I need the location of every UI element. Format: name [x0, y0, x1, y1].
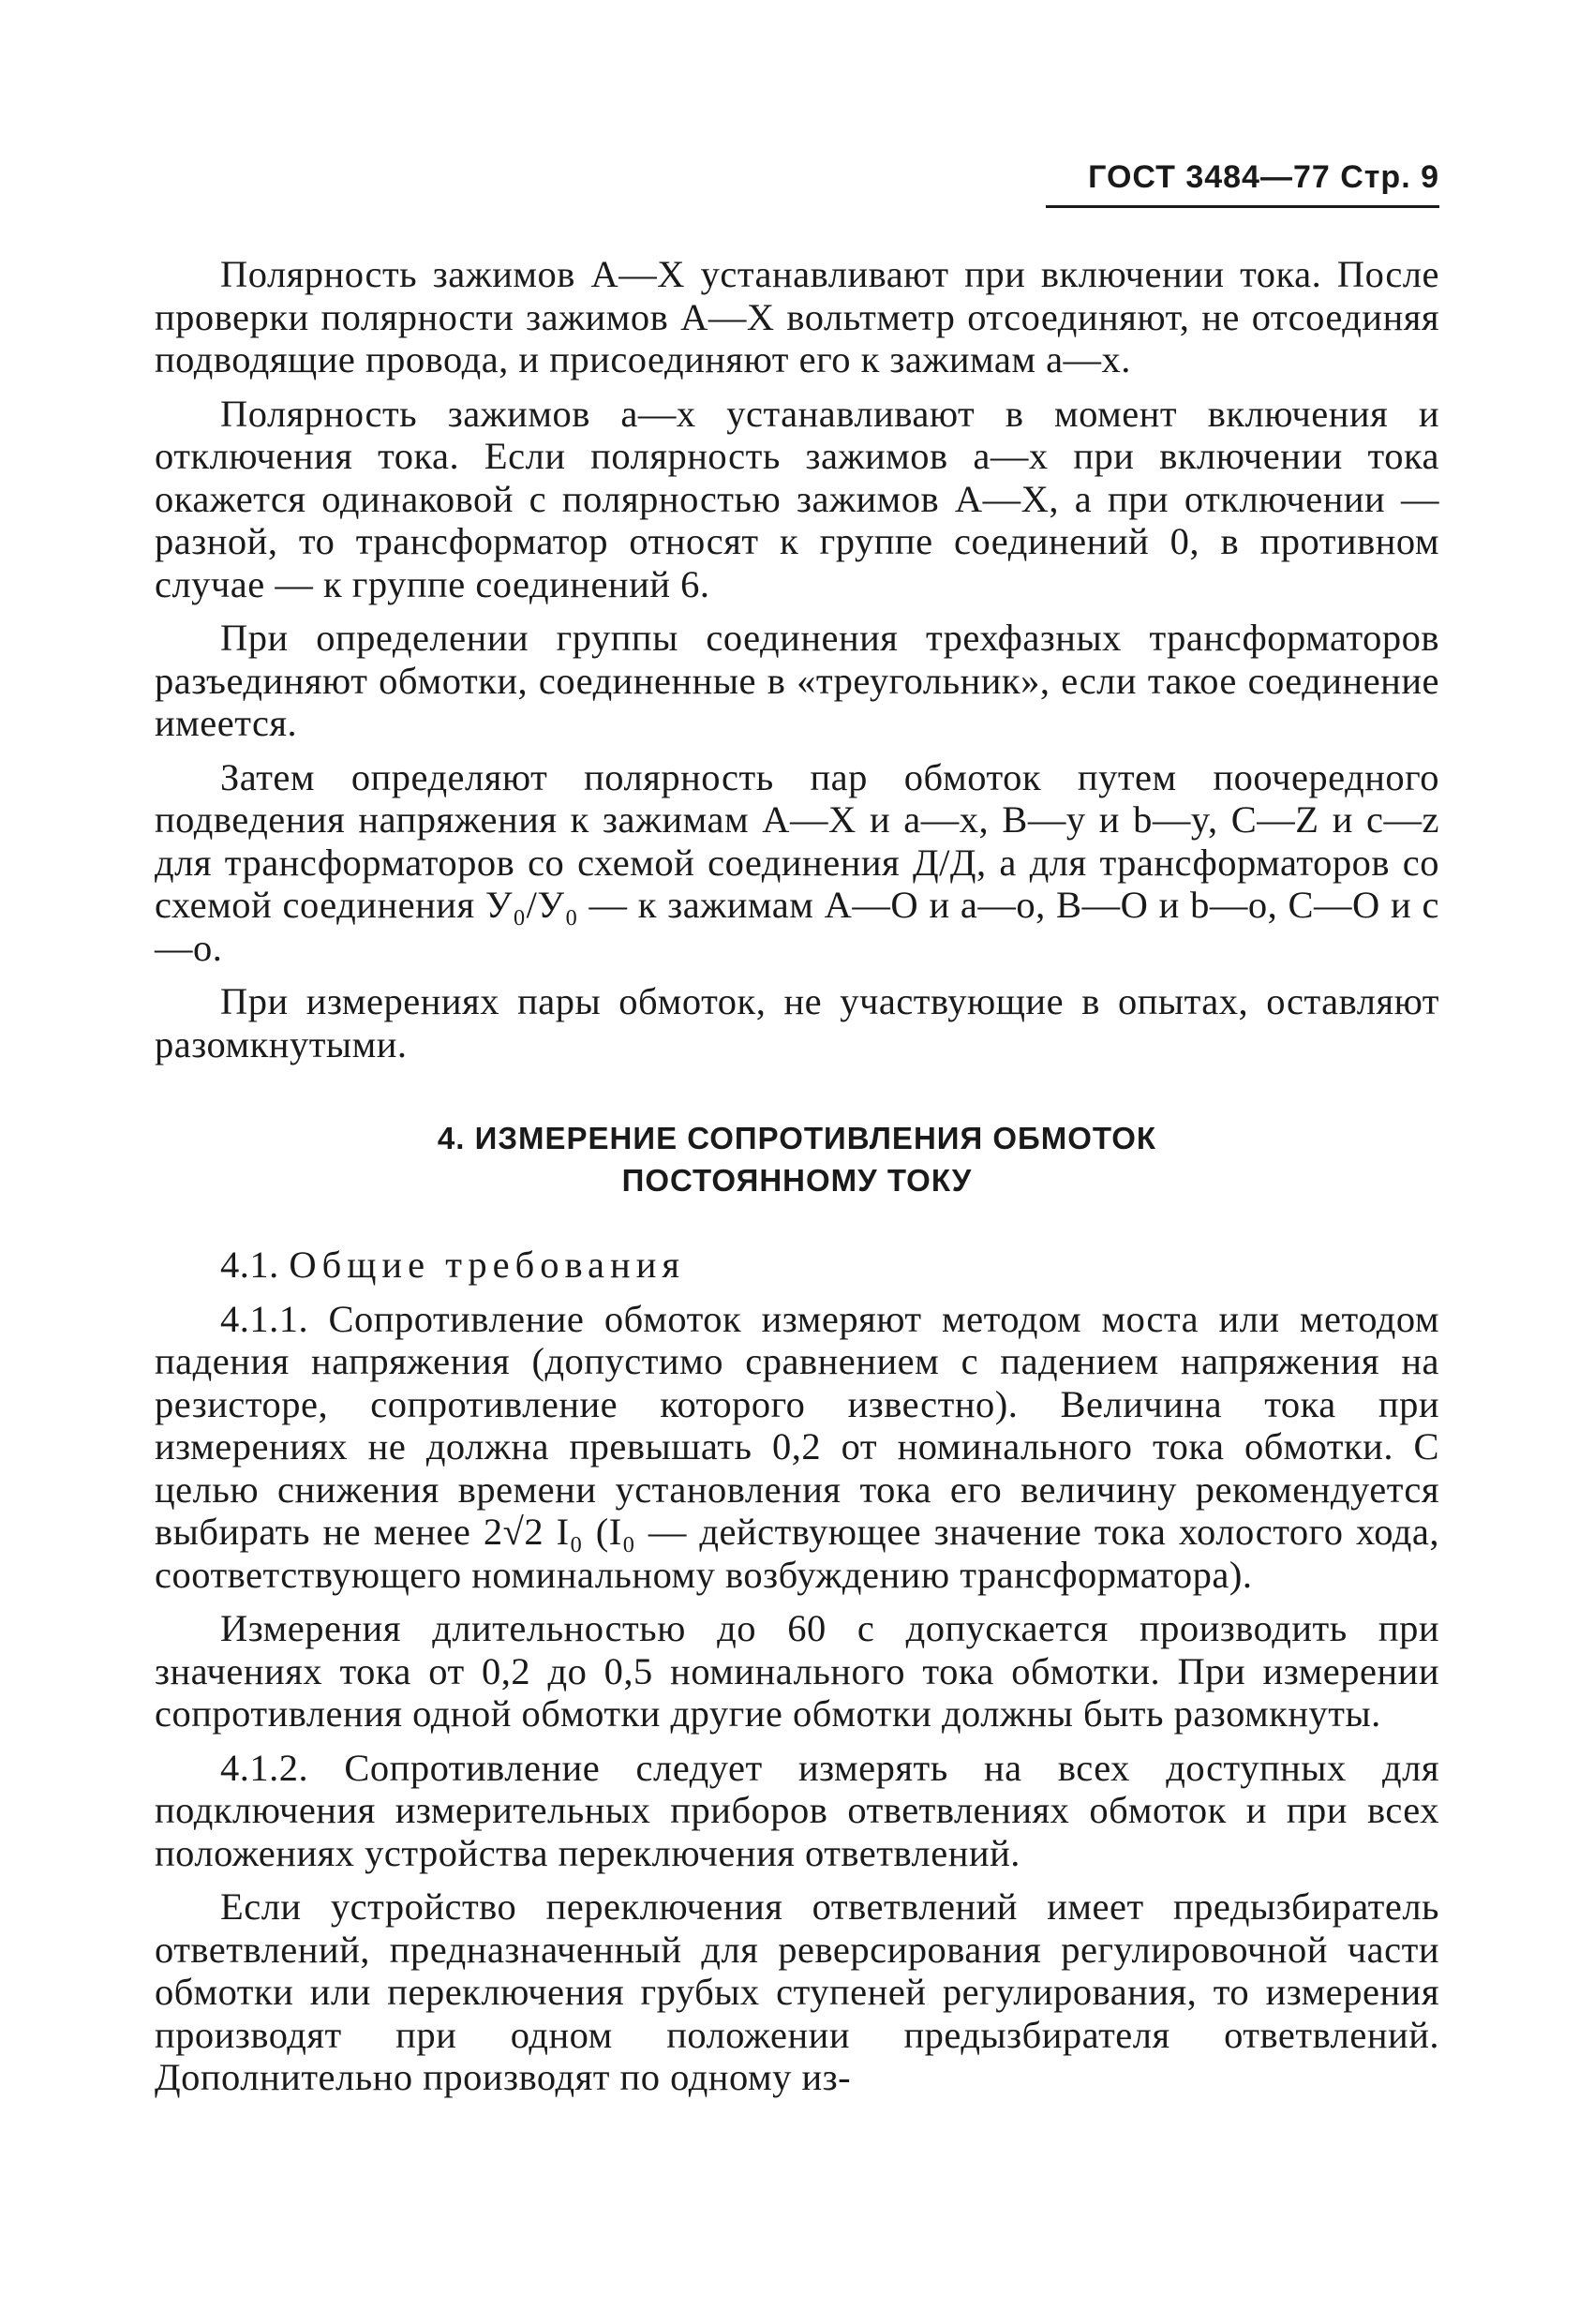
- paragraph: Полярность зажимов A—X устанавливают при включении тока. После проверки полярности зажимов A—X вольтметр отсоединяют, не отсоединяя подводящие провода, и присоединяют его к зажимам a—x.: [155, 253, 1439, 380]
- paragraph: Если устройство переключения ответвлений имеет предызбиратель ответвлений, предназначенный для реверсирования регулировочной части обмотки или переключения грубых ступеней регулирования, то измерения производят при одном положении предызбирателя ответвлений. Дополнительно производят по одному из-: [155, 1885, 1439, 2098]
- paragraph: Полярность зажимов a—x устанавливают в момент включения и отключения тока. Если полярность зажимов a—x при включении тока окажется одинаковой с полярностью зажимов A—X, а при отключении — разной, то трансформатор относят к группе соединений 0, в противном случае — к группе соединений 6.: [155, 392, 1439, 605]
- section-title: [155, 1117, 1439, 1201]
- page-header: ГОСТ 3484—77 Стр. 9: [1046, 159, 1439, 208]
- document-body: [155, 253, 1439, 2110]
- paragraph: 4.1.2. Сопротивление следует измерять на всех доступных для подключения измерительных приборов ответвлениях обмоток и при всех положениях устройства переключения ответвлений.: [155, 1746, 1439, 1874]
- subsection-number: 4.1.: [220, 1244, 279, 1286]
- paragraph: При определении группы соединения трехфазных трансформаторов разъединяют обмотки, соединенные в «треугольник», если такое соединение имеется.: [155, 617, 1439, 744]
- section-title-line: ПОСТОЯННОМУ ТОКУ: [621, 1163, 973, 1198]
- paragraph: 4.1.1. Сопротивление обмоток измеряют методом моста или методом падения напряжения (допустимо сравнением с падением напряжения на резисторе, сопротивление которого известно). Величина тока при измерениях не должна превышать 0,2 от номинального тока обмотки. С целью снижения времени установления тока его величину рекомендуется выбирать не менее 2√2 I₀ (I₀ — действующее значение тока холостого хода, соответствующего номинальному возбуждению трансформатора).: [155, 1297, 1439, 1596]
- paragraph: Затем определяют полярность пар обмоток путем поочередного подведения напряжения к зажимам A—X и a—x, B—y и b—y, C—Z и c—z для трансформаторов со схемой соединения Д/Д, а для трансформаторов со схемой соединения У₀/У₀ — к зажимам A—O и a—o, B—O и b—o, C—O и c—o.: [155, 755, 1439, 969]
- section-title-line: 4. ИЗМЕРЕНИЕ СОПРОТИВЛЕНИЯ ОБМОТОК: [437, 1121, 1157, 1155]
- paragraph: Измерения длительностью до 60 с допускается производить при значениях тока от 0,2 до 0,5 номинального тока обмотки. При измерении сопротивления одной обмотки другие обмотки должны быть разомкнуты.: [155, 1607, 1439, 1735]
- subsection-heading: [155, 1244, 1439, 1287]
- subsection-title: Общие требования: [289, 1244, 686, 1286]
- paragraph: При измерениях пары обмоток, не участвующие в опытах, оставляют разомкнутыми.: [155, 980, 1439, 1065]
